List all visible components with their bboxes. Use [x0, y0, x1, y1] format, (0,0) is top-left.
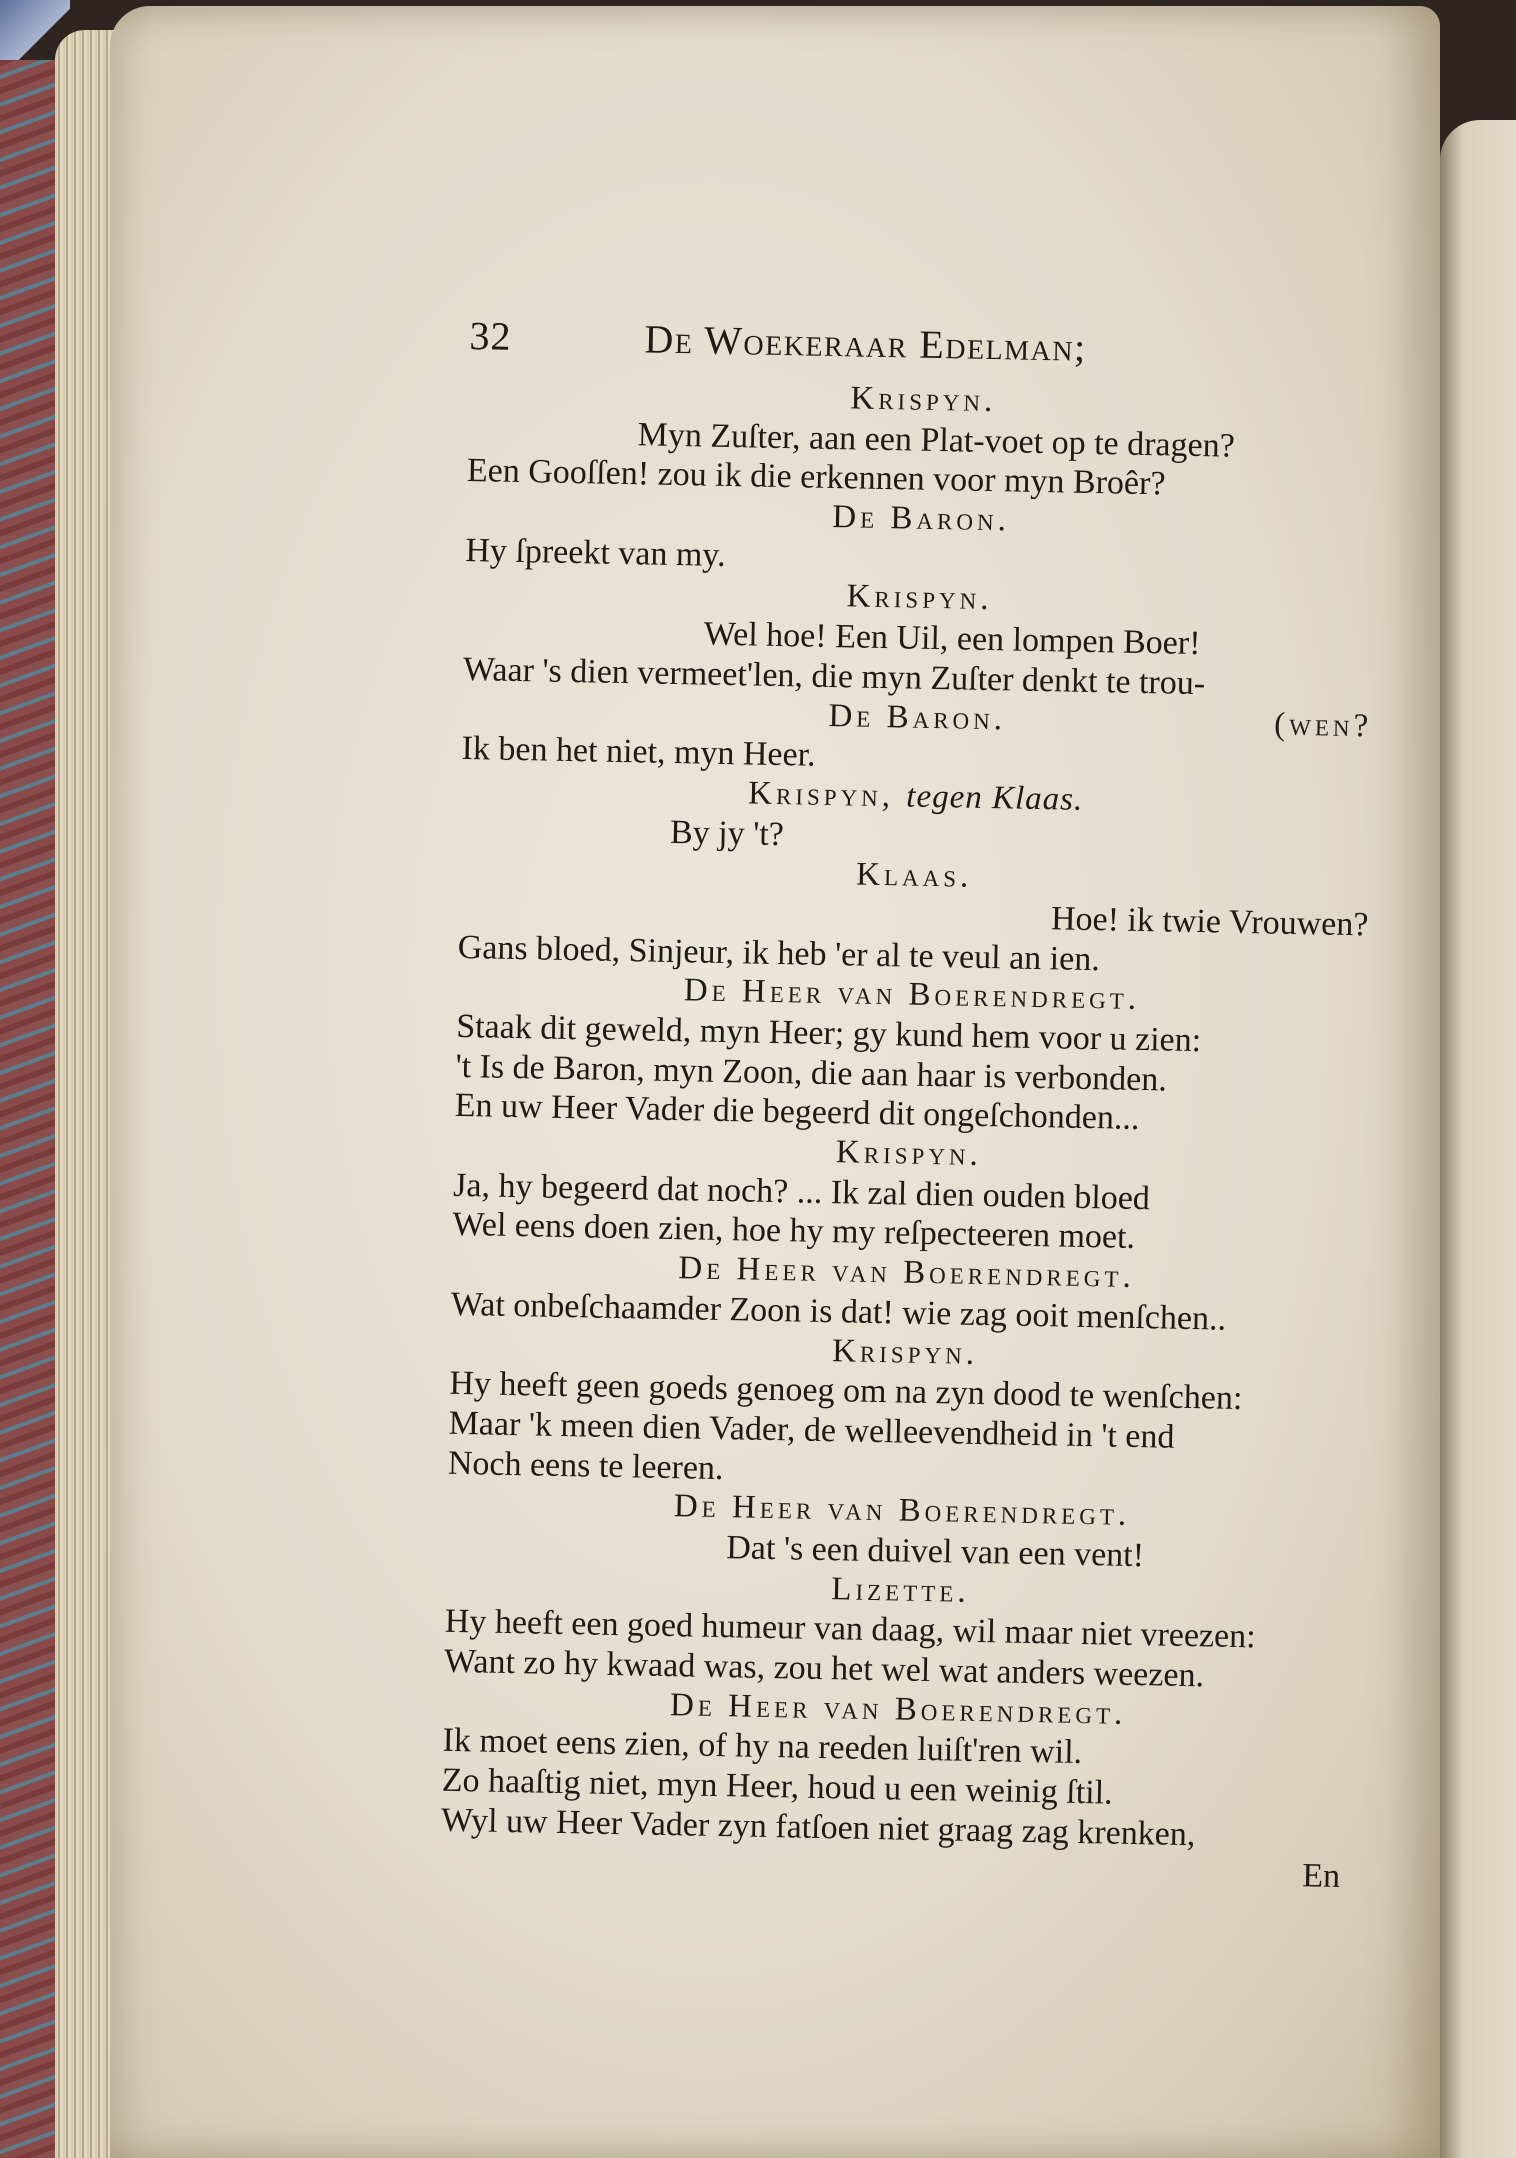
verse-line: Hoe! ik twie Vrouwen?	[1050, 900, 1369, 944]
speaker-heading: Krispyn.	[831, 1332, 979, 1372]
verse-line: Wyl uw Heer Vader zyn fatſoen niet graag zag krenken,	[440, 1801, 1196, 1853]
verse-line: Ja, hy begeerd dat noch? ... Ik zal dien ouden bloed	[452, 1166, 1151, 1217]
speaker-heading: Krispyn.	[846, 578, 993, 618]
verse-line: By jy 't?	[669, 813, 785, 853]
verse-line: Hy heeft geen goeds genoeg om na zyn dood te wenſchen:	[449, 1364, 1243, 1418]
verse-line: Wel hoe! Een Uil, een lompen Boer!	[703, 615, 1201, 663]
verse-line: Waar 's dien vermeet'len, die myn Zuſter denkt te trou-	[462, 650, 1206, 702]
catchword: En	[1301, 1857, 1341, 1896]
verse-line: Een Gooſſen! zou ik die erkennen voor myn Broêr?	[466, 452, 1166, 503]
verse-line: Maar 'k meen dien Vader, de welleevendheid in 't end	[448, 1404, 1175, 1456]
verse-line: 't Is de Baron, myn Zoon, die aan haar is verbonden.	[455, 1047, 1168, 1099]
verse-line: Gans bloed, Sinjeur, ik heb 'er al te veul an ien.	[457, 928, 1101, 978]
facing-page-edge	[1440, 120, 1516, 2158]
page-number: 32	[469, 312, 512, 359]
verse-line: Want zo hy kwaad was, zou het wel wat anders weezen.	[443, 1642, 1205, 1695]
verse-line: Zo haaſtig niet, myn Heer, houd u een weinig ſtil.	[441, 1761, 1113, 1812]
verse-line: Ik moet eens zien, of hy na reeden luiſt'ren wil.	[442, 1722, 1083, 1772]
speaker-heading: Krispyn, tegen Klaas.	[747, 775, 1084, 818]
speaker-heading: De Baron. (wen?	[462, 689, 1373, 746]
speaker-heading: Klaas.	[855, 856, 973, 895]
verse-line: Noch eens te leeren.	[447, 1444, 724, 1487]
verse-line: Staak dit geweld, myn Heer; gy kund hem voor u zien:	[455, 1007, 1202, 1060]
page-text	[440, 312, 1380, 1897]
speaker-heading: De Heer van Boerendregt.	[673, 1488, 1131, 1534]
speaker-heading: De Baron.	[832, 499, 1011, 539]
speaker-heading: De Heer van Boerendregt.	[678, 1250, 1136, 1296]
verse-line: En uw Heer Vader die begeerd dit ongeſchonden...	[454, 1087, 1140, 1138]
speaker-heading: De Heer van Boerendregt.	[669, 1686, 1127, 1732]
running-title: De Woekeraar Edelman;	[644, 316, 1088, 370]
speaker-heading: Krispyn.	[835, 1134, 983, 1174]
verse-line: Ik ben het niet, myn Heer.	[461, 730, 816, 774]
speaker-heading: Lizette.	[831, 1570, 971, 1610]
verse-line: Hy ſpreekt van my.	[465, 531, 727, 574]
speaker-heading: Krispyn.	[850, 380, 997, 420]
verse-line: Myn Zuſter, aan een Plat-voet op te dragen?	[637, 415, 1236, 465]
verse-line: Dat 's een duivel van een vent!	[725, 1529, 1145, 1575]
verse-line: Wat onbeſchaamder Zoon is dat! wie zag ooit menſchen..	[450, 1285, 1227, 1338]
verse-line: Wel eens doen zien, hoe hy my reſpecteeren moet.	[452, 1206, 1136, 1257]
stage-direction: tegen Klaas.	[906, 778, 1084, 818]
verse-line: Hy heeft een goed humeur van daag, wil maar niet vreezen:	[444, 1603, 1256, 1656]
turnover-fragment: (wen?	[1273, 706, 1373, 744]
speaker-heading: De Heer van Boerendregt.	[683, 972, 1141, 1018]
